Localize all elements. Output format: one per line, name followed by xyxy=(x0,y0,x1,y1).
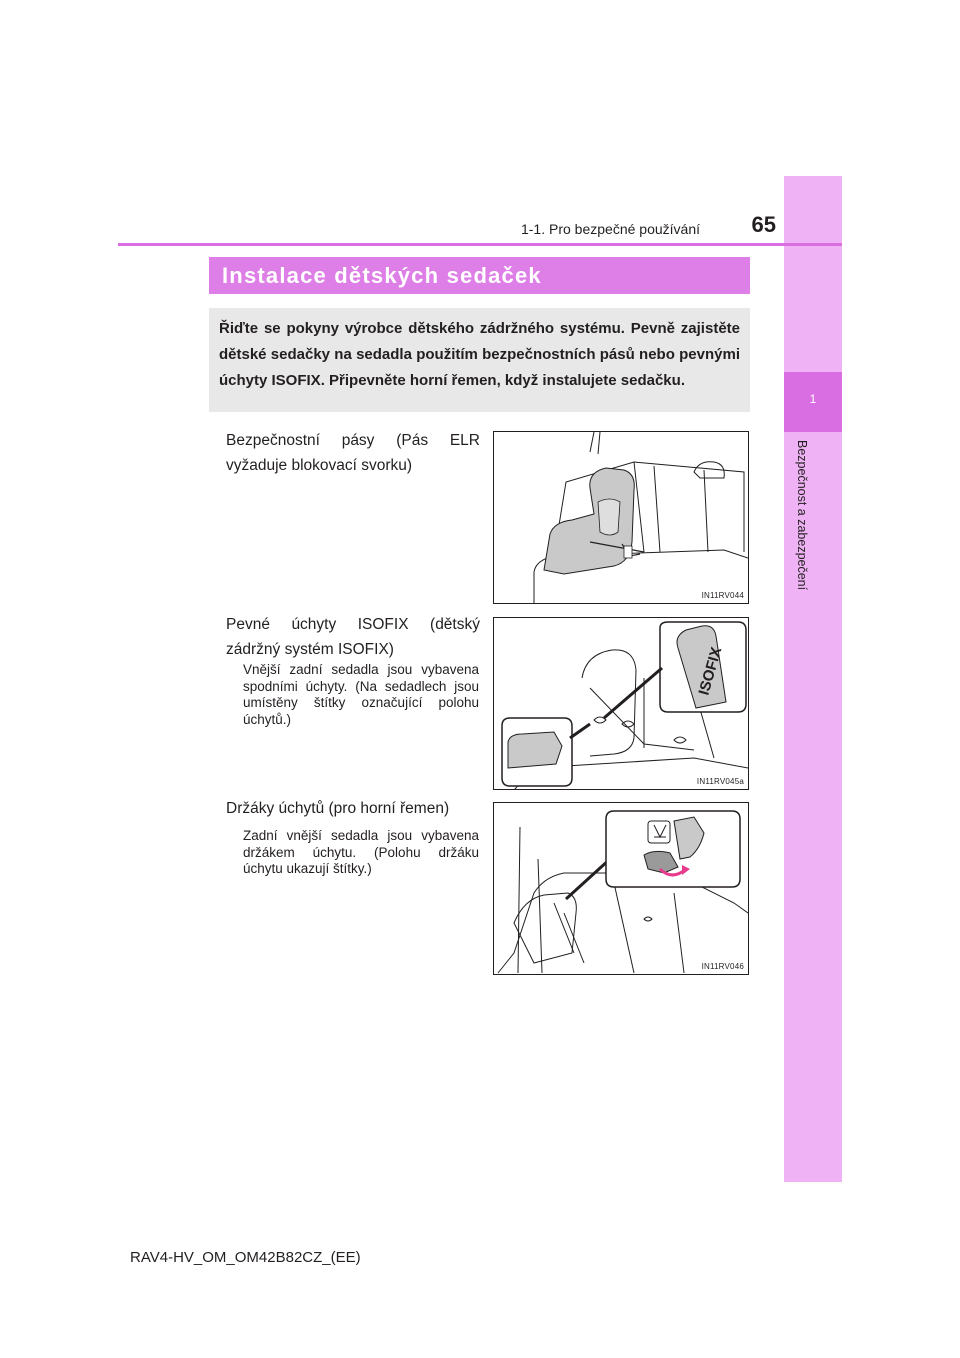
section-title: Instalace dětských sedaček xyxy=(222,262,542,288)
section-title-bar xyxy=(209,257,750,294)
figure-isofix-anchors xyxy=(493,617,749,790)
summary-box: Řiďte se pokyny výrobce dětského zádržného systému. Pevně zajistěte dětské sedačky na sedadla použitím bezpečnostních pásů nebo pevnými úchyty ISOFIX. Připevněte horní řemen, když instalujete sedačku. xyxy=(209,308,750,412)
figure-tether-anchor xyxy=(493,802,749,975)
item-desc-isofix: Vnější zadní sedadla jsou vybavena spodními úchyty. (Na sedadlech jsou umístěny štítky označující polohu úchytů.) xyxy=(243,662,479,727)
section-breadcrumb: 1-1. Pro bezpečné používání xyxy=(520,221,700,237)
isofix-illustration xyxy=(494,618,749,790)
item-desc-tether-anchors: Zadní vnější sedadla jsou vybavena držákem úchytu. (Polohu držáku úchytu ukazují štítky.) xyxy=(243,828,479,876)
figure-code: IN11RV044 xyxy=(701,591,744,600)
figure-code: IN11RV045a xyxy=(696,777,744,786)
tether-anchor-illustration xyxy=(494,803,749,975)
isofix-label: ISOFIX xyxy=(695,645,726,698)
item-title-seat-belts: Bezpečnostní pásy (Pás ELR vyžaduje blokovací svorku) xyxy=(226,432,480,474)
page-number: 65 xyxy=(751,212,776,237)
item-title-tether-anchors: Držáky úchytů (pro horní řemen) xyxy=(226,800,450,817)
header-divider xyxy=(118,243,842,246)
figure-seat-belt-install xyxy=(493,431,749,604)
chapter-number: 1 xyxy=(809,392,817,406)
item-title-isofix: Pevné úchyty ISOFIX (dětský zádržný systém ISOFIX) xyxy=(226,616,480,658)
child-seat-belt-illustration xyxy=(494,432,749,604)
figure-code: IN11RV046 xyxy=(701,962,744,971)
document-code: RAV4-HV_OM_OM42B82CZ_(EE) xyxy=(130,1249,361,1266)
chapter-label: Bezpečnost a zabezpečení xyxy=(795,440,809,591)
